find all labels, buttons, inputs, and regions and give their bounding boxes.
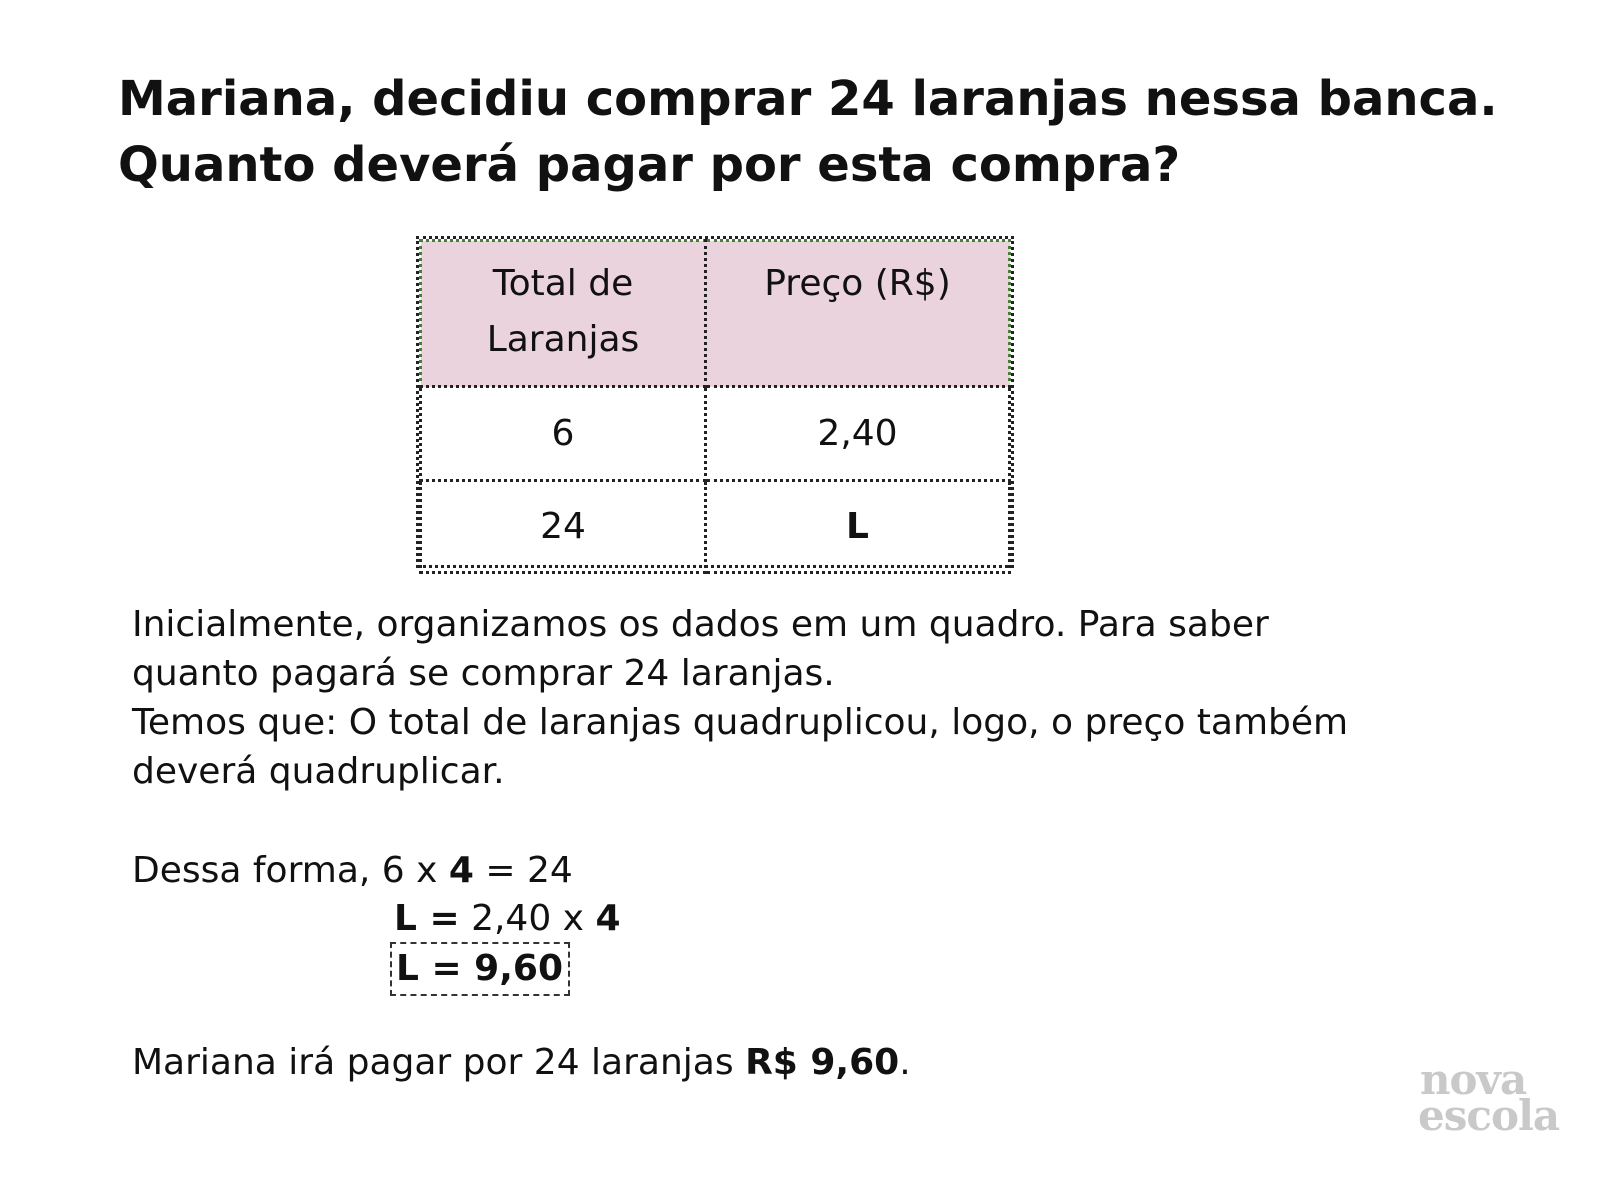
header-preco: Preço (R$): [706, 241, 1010, 387]
calc-factor: 4: [595, 898, 621, 939]
calculation-line-1: [132, 850, 573, 891]
question-title: [118, 66, 1538, 198]
calculation-line-2: [394, 898, 621, 939]
calc-text: 2,40 x: [459, 898, 596, 939]
question-title-line-1: Mariana, decidiu comprar 24 laranjas nessa banca.: [118, 71, 1498, 127]
calc-text: = 24: [473, 850, 573, 891]
nova-escola-logo: [1418, 1055, 1588, 1140]
logo-word-1: nova: [1420, 1055, 1527, 1104]
explanation-line: quanto pagará se comprar 24 laranjas.: [132, 653, 835, 694]
calc-text: Dessa forma, 6 x: [132, 850, 449, 891]
conclusion-prefix: Mariana irá pagar por 24 laranjas: [132, 1042, 746, 1083]
calc-factor: 4: [448, 850, 474, 891]
calculation-result-box: L = 9,60: [390, 942, 570, 996]
conclusion-text: [132, 1042, 911, 1083]
cell-quantity: 24: [421, 481, 706, 573]
header-total-laranjas: Total de Laranjas: [421, 241, 706, 387]
question-title-line-2: Quanto deverá pagar por esta compra?: [118, 137, 1181, 193]
conclusion-amount: R$ 9,60: [745, 1042, 900, 1083]
table-row: [421, 387, 1010, 481]
cell-price-unknown: L: [706, 481, 1010, 573]
cell-quantity: 6: [421, 387, 706, 481]
logo-word-2: escola: [1418, 1091, 1560, 1140]
calc-variable: L =: [394, 898, 460, 939]
explanation-text: [132, 600, 1552, 796]
conclusion-end: .: [899, 1042, 911, 1083]
data-table: [416, 236, 1014, 568]
explanation-line: deverá quadruplicar.: [132, 751, 505, 792]
explanation-line: Inicialmente, organizamos os dados em um quadro. Para saber: [132, 604, 1269, 645]
table-row: [421, 481, 1010, 573]
cell-price: 2,40: [706, 387, 1010, 481]
explanation-line: Temos que: O total de laranjas quadruplicou, logo, o preço também: [132, 702, 1349, 743]
